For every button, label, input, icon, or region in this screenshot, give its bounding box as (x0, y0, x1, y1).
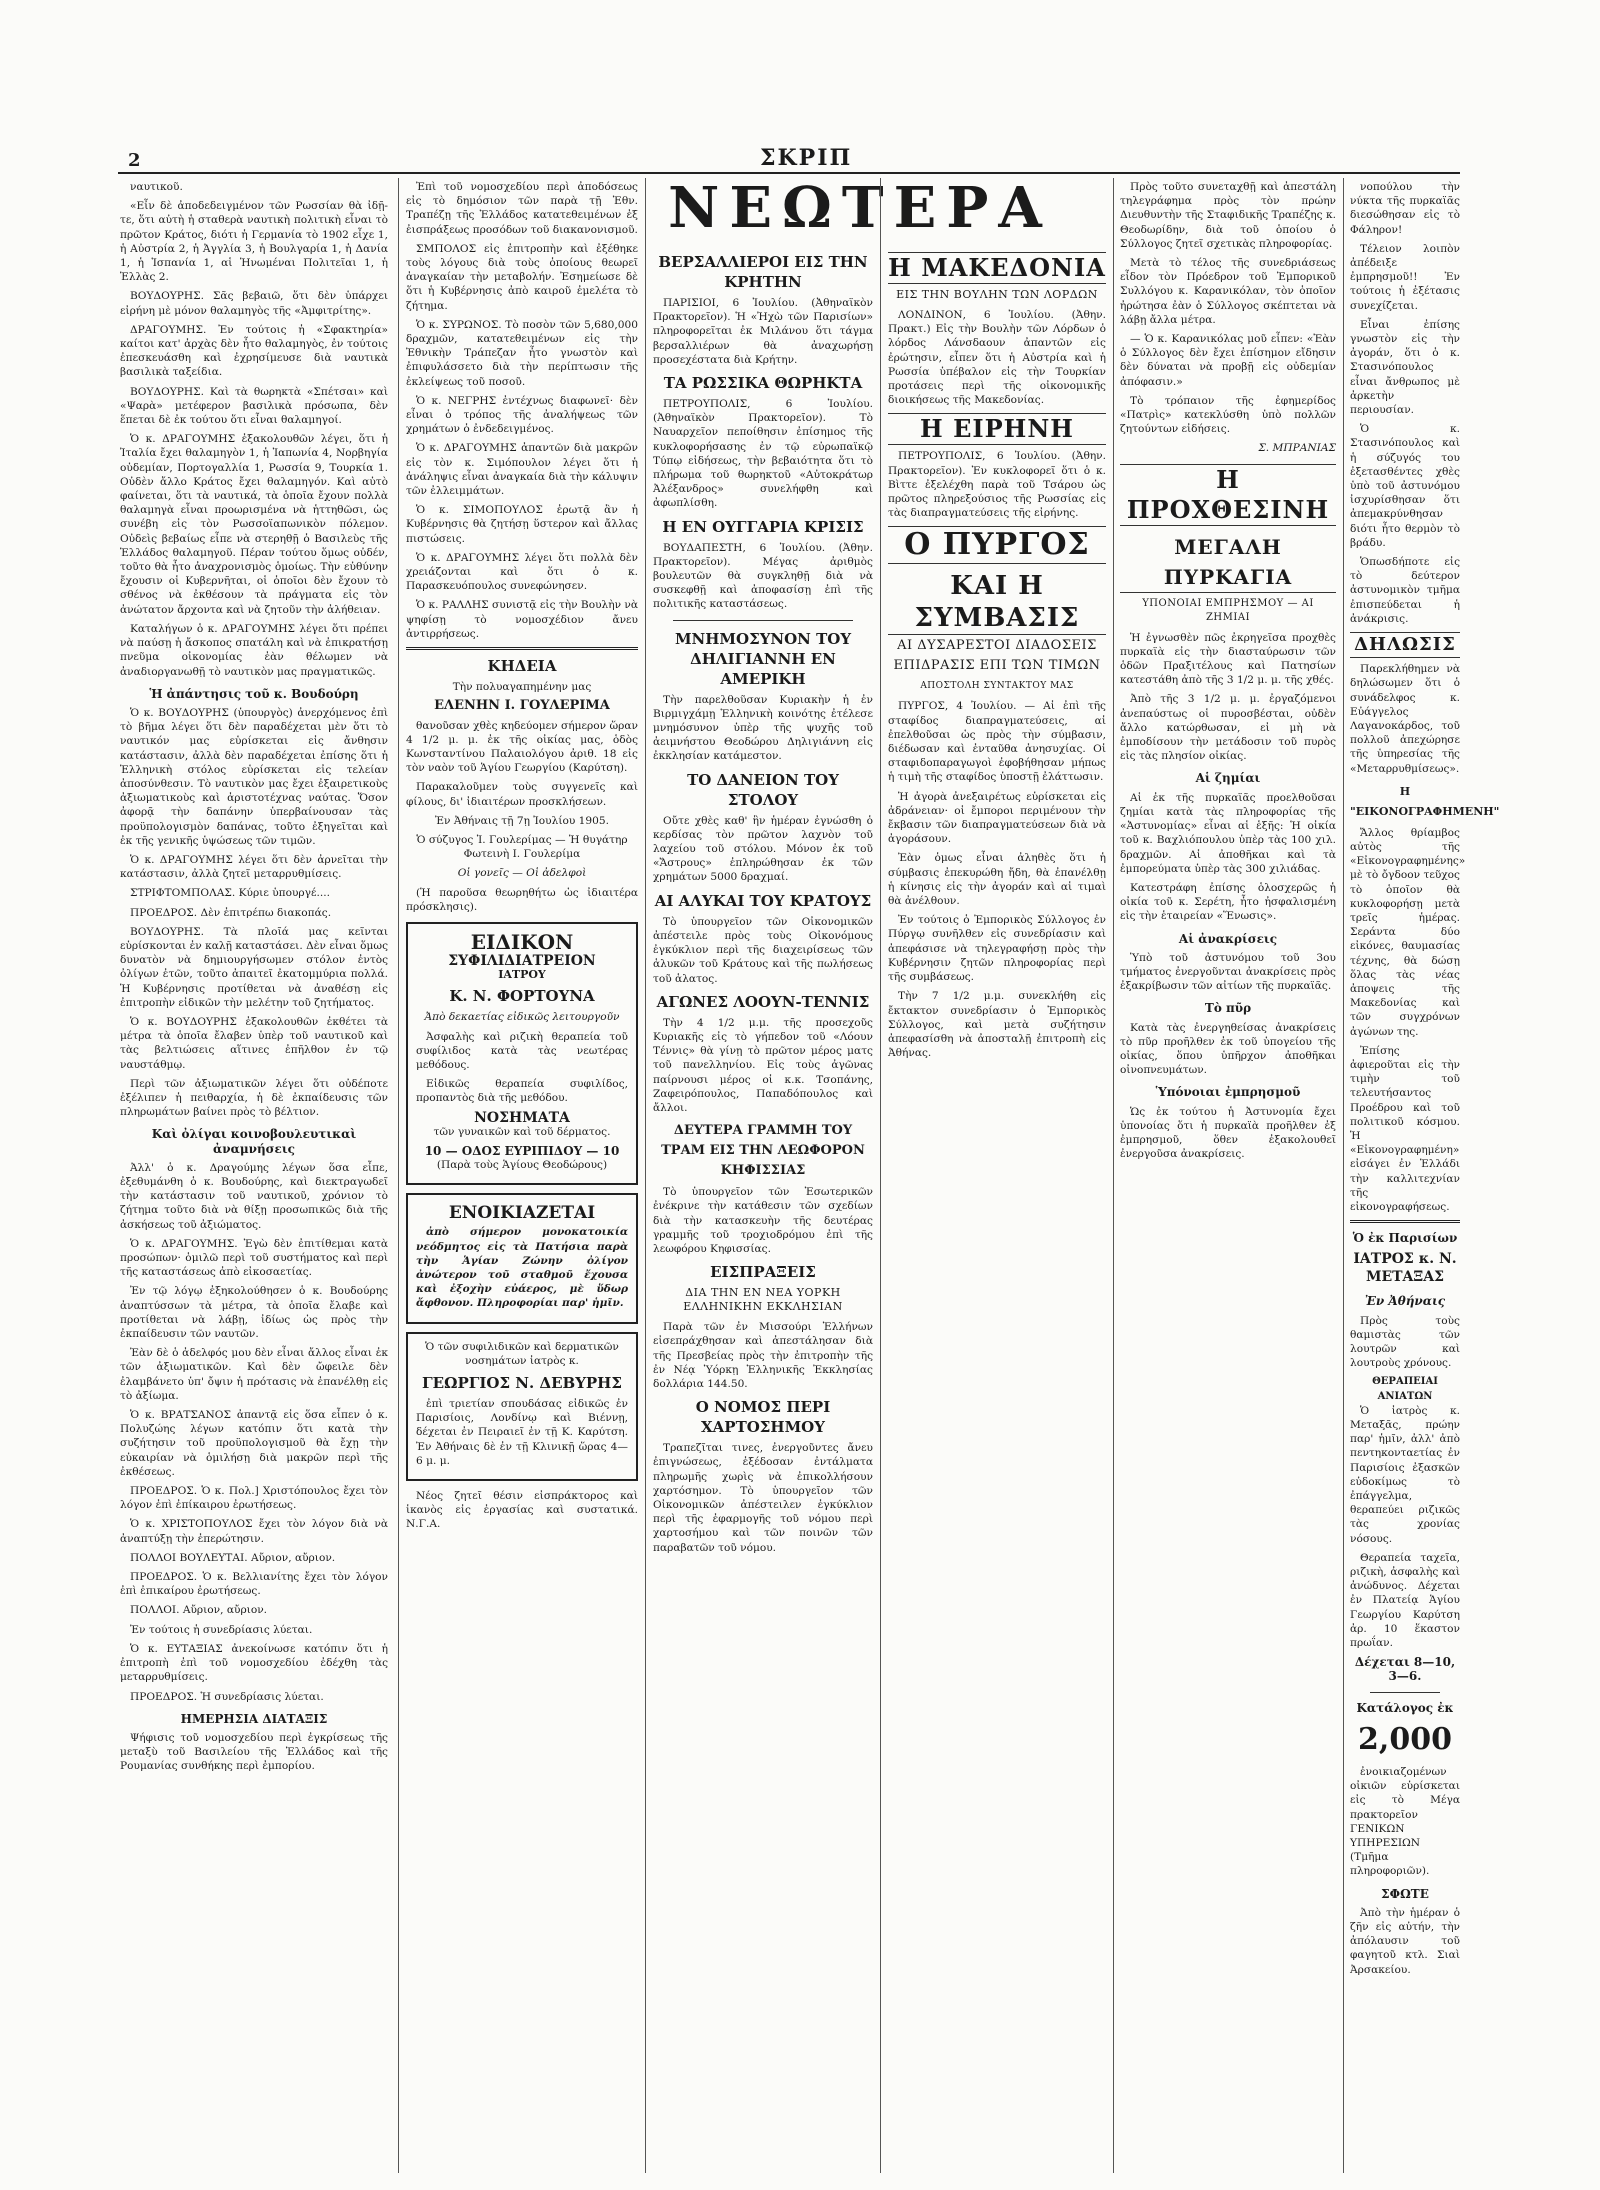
paragraph: Εἶναι ἐπίσης γνωστὸν εἰς τὴν ἀγοράν, ὅτι ὁ κ. Στασινόπουλος εἶναι ἄνθρωπος μὲ ἀρκετὴν περιουσίαν. (1350, 318, 1460, 417)
article-text: Ἀπὸ τῆς 3 1/2 μ. μ. ἐργαζόμενοι ἀνεπαύστως οἱ πυροσβέσται, οὐδὲν ἄλλο κατώρθωσαν, εἰ μὴ νὰ ἐμποδίσουν τὴν μετάδοσιν τοῦ πυρὸς εἰς τὰς πλησίον οἰκίας. (1120, 693, 1336, 763)
paragraph: Ὁ κ. ΒΟΥΔΟΥΡΗΣ (ὑπουργὸς) ἀνερχόμενος ἐπὶ τὸ βῆμα λέγει ὅτι δὲν παραδέχεται μὲν ὅτι τὸ ναυτικόν μας εὑρίσκεται εἰς ἄνθησιν κατάστασιν, ἀλλὰ δὲν παραδέχεται ἐπίσης ὅτι ἡ Ἑλληνικὴ στόλος εὑρίσκεται εἰς τελείαν ἀποσύνθεσιν. Τὸ ναυτικὸν μας ἔχει ἐξαιρετικοὺς ἀξιωματικοὺς καὶ ἀριστοτέχνας ναύτας. Ὅσον ἀφορᾷ τὴν δαπάνην ὑπερβαίνουσαν τὰς προϋπολογισμὸν δαπάνας, τοῦτο ἐξηγεῖται καὶ ἐκ τῆς γενικῆς ὑψώσεως τῶν τιμῶν. (120, 706, 388, 847)
article-heading: ΔΕΥΤΕΡΑ ΓΡΑΜΜΗ ΤΟΥ ΤΡΑΜ ΕΙΣ ΤΗΝ ΛΕΩΦΟΡΟΝ ΚΗΦΙΣΣΙΑΣ (661, 1123, 865, 1179)
ad-line: Θεραπεία ταχεῖα, ριζικὴ, ἀσφαλὴς καὶ ἀνώδυνος. Δέχεται ἐν Πλατείᾳ Ἁγίου Γεωργίου Καρύτση ἀρ. 10 ἕκαστον πρωΐαν. (1350, 1551, 1460, 1650)
paragraph: Ψήφισις τοῦ νομοσχεδίου περὶ ἐγκρίσεως τῆς μεταξὺ τοῦ Βασιλείου τῆς Ἑλλάδος καὶ τῆς Ρουμανίας συνθήκης περὶ ἐμπορίου. (120, 1731, 388, 1773)
article-heading: ΒΕΡΣΑΛΛΙΕΡΟΙ ΕΙΣ ΤΗΝ ΚΡΗΤΗΝ (658, 253, 868, 291)
article-text: Τὴν 7 1/2 μ.μ. συνεκλήθη εἰς ἔκτακτον συνεδρίασιν ὁ Ἐμπορικὸς Σύλλογος, καὶ μετὰ συζήτησιν ἀπεφασίσθη νὰ ἀποσταλῇ ἐπιτροπὴ εἰς Ἀθήνας. (888, 990, 1106, 1060)
paragraph: Ἐπὶ τοῦ νομοσχεδίου περὶ ἀποδόσεως εἰς τὸ δημόσιον τῶν παρὰ τῇ Ἐθν. Τραπέζῃ τῆς Ἑλλάδος κατατεθειμένων ἐξ ἐισπράξεως προσόδων τοῦ διακανονισμοῦ. (406, 181, 638, 236)
article-text: Ἐπίσης ἀφιεροῦται εἰς τὴν τιμὴν τοῦ τελευτήσαντος Προέδρου καὶ τοῦ πολιτικοῦ κόσμου. Ἡ «Εἰκονογραφημένη» εἰσάγει ἐν Ἑλλάδι τὴν καλλιτεχνίαν τῆς εἰκονογραφήσεως. (1350, 1044, 1460, 1213)
paragraph: Ἀλλ' ὁ κ. Δραγούμης λέγων ὅσα εἶπε, ἐξεθυμάνθη ὁ κ. Βουδούρης, καὶ διεκτραγωδεῖ τὴν κατάστασιν τοῦ ναυτικοῦ, χρόνιον τὸ ζήτημα τοῦτο διὰ νὰ θίξῃ προσωπικῶς διὰ τῆς ἀσκήσεως τοῦ ἀξιώματος. (120, 1161, 388, 1231)
ad-text: ἐπὶ τριετίαν σπουδάσας εἰδικῶς ἐν Παρισίοις, Λονδίνῳ καὶ Βιέννῃ, δέχεται ἐν Πειραιεῖ ἐν τῇ Κ. Καρύτση. Ἐν Ἀθήναις δὲ ἐν τῇ Κλινικῇ ὥρας 4—6 μ. μ. (416, 1398, 628, 1467)
paragraph: Περὶ τῶν ἀξιωματικῶν λέγει ὅτι οὐδέποτε ἐξέλιπεν ἡ πειθαρχία, ἡ δὲ ἐκπαίδευσις τῶν πληρωμάτων βαίνει πρὸς τὸ βέλτιον. (120, 1077, 388, 1119)
catalog-number: 2,000 (1358, 1721, 1452, 1757)
column-4 (888, 246, 1106, 2170)
paragraph: ΔΡΑΓΟΥΜΗΣ. Ἐν τούτοις ἡ «Σφακτηρία» καίτοι κατ' ἀρχὰς δὲν ἦτο θαλαμηγὸς, ἐν τούτοις ἐπεσκευάσθη καὶ ἐχρησίμευσε διὰ ναυτικὰ βασιλικὰ ταξείδια. (120, 323, 388, 379)
article-text: Ἐν τούτοις ὁ Ἐμπορικὸς Σύλλογος ἐν Πύργῳ συνῆλθεν εἰς συνεδρίασιν καὶ ἀπεφάσισε νὰ τηλεγραφήσῃ πρὸς τὴν Κυβέρνησιν ζητῶν πληροφορίας περὶ τῆς συμβάσεως. (888, 914, 1106, 984)
paragraph: Ὁ κ. ΔΡΑΓΟΥΜΗΣ λέγει ὅτι δὲν ἀρνεῖται τὴν κατάστασιν, ἀλλὰ ζητεῖ μεταρρυθμίσεις. (120, 853, 388, 881)
ad-intro: Ὁ τῶν συφιλιδικῶν καὶ δερματικῶν νοσημάτων ἰατρὸς κ. (425, 1340, 619, 1367)
article-heading: Η ΠΡΟΧΘΕΣΙΝΗ (1120, 464, 1336, 526)
paragraph: Ὁ κ. ΔΡΑΓΟΥΜΗΣ ἀπαντῶν διὰ μακρῶν εἰς τὸν κ. Σιμόπουλον λέγει ὅτι ἡ ἀνάληψις εἶναι ἀναγκαία διὰ τὴν κάλυψιν τῶν ἐλλειμμάτων. (406, 442, 638, 498)
paragraph: Τέλειον λοιπὸν ἀπέδειξε ἐμπρησμοῦ!! Ἐν τούτοις ἡ ἐξέτασις συνεχίζεται. (1350, 242, 1460, 312)
article-subheading: ΕΠΙΔΡΑΣΙΣ ΕΠΙ ΤΩΝ ΤΙΜΩΝ (893, 658, 1101, 674)
notice-text: Παρεκλήθημεν νὰ δηλώσωμεν ὅτι ὁ συνάδελφος κ. Εὐάγγελος Λαγανοκάρδος, τοῦ πολλοῦ ἀπεχώρησε τῆς ὑπηρεσίας τῆς «Μεταρρυθμίσεως». (1350, 663, 1460, 775)
paragraph: Ὁ κ. ΔΡΑΓΟΥΜΗΣ λέγει ὅτι πολλὰ δὲν χρειάζονται καὶ ὅτι ὁ κ. Παρασκευόπουλος συνεφώνησεν. (406, 551, 638, 593)
funeral-line: Παρακαλοῦμεν τοὺς συγγενεῖς καὶ φίλους, δι' ἰδιαιτέρων προσκλήσεων. (406, 781, 638, 808)
article-text: Ὡς ἐκ τούτου ἡ Ἀστυνομία ἔχει ὑπονοίας ὅτι ἡ πυρκαϊὰ προῆλθεν ἐξ ἐμπρησμοῦ, ὅθεν ἐξακολουθεῖ ἐνεργοῦσα ἀνακρίσεις. (1120, 1105, 1336, 1161)
ad-text: Ἀπὸ τὴν ἡμέραν ὁ ζῆν εἰς αὐτήν, τὴν ἀπόλαυσιν τοῦ φαγητοῦ κτλ. Σιαὶ Ἀρσακείου. (1350, 1906, 1460, 1976)
ad-small: ΙΑΤΡΟΥ (498, 968, 546, 982)
column-rule (398, 178, 399, 2173)
paragraph: ΠΟΛΛΟΙ. Αὔριον, αὔριον. (130, 1604, 268, 1617)
article-text: Τὸ ὑπουργεῖον τῶν Οἰκονομικῶν ἀπέστειλε πρὸς τοὺς Οἰκονόμους ἐγκύκλιον περὶ τῆς διαχειρίσεως τῶν ἁλυκῶν τοῦ Κράτους καὶ τῆς πωλήσεως τοῦ ἁλατος. (653, 915, 873, 985)
article-subheading: ΑΙ ΔΥΣΑΡΕΣΤΟΙ ΔΙΑΔΟΣΕΙΣ (897, 638, 1097, 654)
ad-doctor-name: ΙΑΤΡΟΣ κ. Ν. ΜΕΤΑΞΑΣ (1353, 1251, 1457, 1286)
article-heading: ΤΑ ΡΩΣΣΙΚΑ ΘΩΡΗΚΤΑ (663, 374, 863, 393)
column-5 (1120, 180, 1336, 2170)
funeral-signatories: Ὁ σύζυγος Ἰ. Γουλερίμας — Ἡ θυγάτηρ Φωτεινὴ Ι. Γουλερίμα (416, 833, 628, 861)
funeral-name: ΕΛΕΝΗΝ Ι. ΓΟΥΛΕΡΙΜΑ (434, 698, 610, 714)
article-heading: Η ΕΙΡΗΝΗ (888, 413, 1106, 445)
column-3 (653, 246, 873, 2170)
column-1 (120, 180, 388, 2170)
catalog-label: Κατάλογος ἐκ (1356, 1700, 1454, 1715)
paragraph: Ὁ κ. ΒΡΑΤΣΑΝΟΣ ἀπαντᾷ εἰς ὅσα εἶπεν ὁ κ. Πολυζώης λέγων κατόπιν ὅτι κατὰ τὴν συζήτησιν τοῦ προϋπολογισμοῦ θὰ ἔχῃ τὴν εὐκαιρίαν νὰ ὁμιλήσῃ διὰ μακρῶν περὶ τῆς ἐκθέσεως. (120, 1409, 388, 1478)
section-heading: Αἱ ἀνακρίσεις (1178, 931, 1278, 946)
article-text: ΠΑΡΙΣΙΟΙ, 6 Ἰουλίου. (Ἀθηναϊκὸν Πρακτορεῖον). Ἡ «Ἠχὼ τῶν Παρισίων» πληροφορεῖται ἐκ Μιλάνου ὅτι τάγμα βερσαλλιέρων θὰ ἀναχωρήσῃ προσεχέστατα διὰ Κρήτην. (653, 297, 873, 366)
ad-subtitle: ΣΥΦΙΛΙΔΙΑΤΡΕΙΟΝ (448, 952, 596, 969)
ad-line: τῶν γυναικῶν καὶ τοῦ δέρματος. (433, 1125, 611, 1138)
paragraph: Ἐὰν δὲ ὁ ἀδελφός μου δὲν εἶναι ἄλλος εἶναι ἐκ τῶν ἀξιωματικῶν. Καὶ δὲν ὤφειλε δὲν ἐλαμβάνετο ὑπ' ὄψιν ἡ πρότασις νὰ ἐπανέλθῃ εἰς τὸ ἀξίωμα. (120, 1347, 388, 1402)
column-2 (406, 180, 638, 2170)
paragraph: Ὁ κ. ΡΑΛΛΗΣ συνιστᾷ εἰς τὴν Βουλὴν νὰ ψηφίσῃ τὸ νομοσχέδιον ἄνευ ἀντιρρήσεως. (406, 599, 638, 640)
article-heading: Ο ΝΟΜΟΣ ΠΕΡΙ ΧΑΡΤΟΣΗΜΟΥ (695, 1398, 831, 1437)
divider (406, 647, 638, 650)
article-byline: ΑΠΟΣΤΟΛΗ ΣΥΝΤΑΚΤΟΥ ΜΑΣ (920, 681, 1074, 692)
paragraph: Ὁ κ. ΣΥΡΩΝΟΣ. Τὸ ποσὸν τῶν 5,680,000 δραχμῶν, κατατεθειμένων εἰς τὴν Ἐθνικὴν Τράπεζαν ἦτο γνωστὸν καὶ ἐπιφυλάσσετο διὰ τὴν περίπτωσιν τῆς ἐκλείψεως τοῦ ποσοῦ. (406, 318, 638, 388)
ad-address: 10 — ΟΔΟΣ ΕΥΡΙΠΙΔΟΥ — 10 (424, 1143, 620, 1158)
header-rule (118, 172, 1460, 174)
article-subheading: ΥΠΟΝΟΙΑΙ ΕΜΠΡΗΣΜΟΥ — ΑΙ ΖΗΜΙΑΙ (1142, 597, 1314, 623)
ad-line: Ἀσφαλὴς καὶ ριζικὴ θεραπεία τοῦ συφίλιδος κατὰ τὰς νεωτέρας μεθόδους. (416, 1030, 628, 1071)
ad-line: ΝΟΣΗΜΑΤΑ (474, 1109, 570, 1126)
paragraph: «Εἶν δὲ ἀποδεδειγμένον τῶν Ρωσσίαν θὰ ἰδῇ-τε, ὅτι αὐτὴ ἡ σταθερὰ ναυτικὴ πολιτικὴ εἶναι τὸ πρῶτον Κράτος, διότι ἡ Γερμανία τὸ 1902 εἶχε 1, ἡ Αὐστρία 2, ἡ Ἀγγλία 3, ἡ Βουλγαρία 1, ἡ Δανία 1, ἡ Ἱσπανία 1, αἱ Ἡνωμέναι Πολιτεῖαι 1, ἡ Ἑλλὰς 2. (120, 200, 388, 284)
ad-hours: Δέχεται 8—10, 3—6. (1354, 1655, 1456, 1684)
ad-line: Εἰδικῶς θεραπεία συφιλίδος, προπαντὸς διὰ τῆς μεθόδου. (416, 1078, 628, 1105)
page-header (0, 0, 1600, 171)
notice-heading: ΔΗΛΩΣΙΣ (1350, 632, 1460, 658)
funeral-line: θανοῦσαν χθὲς κηδεύομεν σήμερον ὥραν 4 1/2 μ. μ. ἐκ τῆς οἰκίας μας, ὁδὸς Κωνσταντίνου Παλαιολόγου ἀριθ. 18 εἰς τὸν ναὸν τοῦ Ἁγίου Γεωργίου (Καρύτση). (406, 719, 638, 775)
paragraph: ΒΟΥΔΟΥΡΗΣ. Καὶ τὰ θωρηκτὰ «Σπέτσαι» καὶ «Ψαρὰ» μετέφερον βασιλικὰ πρόσωπα, δὲν ἕπεται δὲ ἐκ τούτου ὅτι εἶναι θαλαμηγοί. (120, 385, 388, 427)
section-heading: Αἱ ζημίαι (1195, 771, 1261, 786)
section-heading: Τὸ πῦρ (1204, 1001, 1252, 1016)
paragraph: ΣΤΡΙΦΤΟΜΠΟΛΑΣ. Κύριε ὑπουργέ.... (130, 887, 330, 900)
column-rule (645, 178, 646, 2173)
paragraph: ΠΟΛΛΟΙ ΒΟΥΛΕΥΤΑΙ. Αὔριον, αὔριον. (130, 1551, 336, 1564)
column-rule (880, 178, 881, 2173)
ad-line: Ὁ ἰατρὸς κ. Μεταξᾶς, πρώην παρ' ἡμῖν, ἀλλ' ἀπὸ πεντηκονταετίας ἐν Παρισίοις ἐξασκῶν εὐδοκίμως τὸ ἐπάγγελμα, θεραπεύει ριζικῶς τὰς χρονίας νόσους. (1350, 1404, 1460, 1545)
paragraph: ΠΡΟΕΔΡΟΣ. Ὁ κ. Βελλιανίτης ἔχει τὸν λόγον ἐπὶ ἐπικαίρου ἐρωτήσεως. (120, 1571, 388, 1598)
paragraph: ΠΡΟΕΔΡΟΣ. Δὲν ἐπιτρέπω διακοπάς. (130, 906, 332, 919)
paragraph: ΒΟΥΔΟΥΡΗΣ. Σᾶς βεβαιῶ, ὅτι δὲν ὑπάρχει εἰρήνη μὲ μόνον θαλαμηγὸς τῆς «Ἀμφιτρίτης». (120, 290, 388, 317)
article-heading: ΕΙΣΠΡΑΞΕΙΣ (710, 1263, 816, 1282)
paragraph: Ὁ κ. Στασινόπουλος καὶ ἡ σύζυγός του ἐξετασθέντες χθὲς ὑπὸ τοῦ ἀστυνόμου ἰσχυρίσθησαν ὅτι ἀπεμακρύνθησαν διότι ἦτο θερμὸν τὸ βράδυ. (1350, 423, 1460, 549)
divider (1350, 1220, 1460, 1223)
ad-title: ΕΝΟΙΚΙΑΖΕΤΑΙ (448, 1203, 596, 1224)
masthead: ΣΚΡΙΠ (760, 145, 853, 171)
ad-doctor-devyris (406, 1332, 638, 1481)
article-text: Ἄλλος θρίαμβος αὐτὸς τῆς «Εἰκονογραφημένης» μὲ τὸ ὄγδοον τεῦχος τὸ ὁποῖον θὰ κυκλοφορήσῃ μετὰ τρεῖς ἡμέρας. Σεράντα δύο εἰκόνες, θαυμασίας τέχνης, θὰ δώσῃ ὅλας τὰς νέας ἀποψεις τῆς Μακεδονίας καὶ τῶν συγχρόνων ἀγώνων της. (1350, 826, 1466, 1038)
ad-text: ἀπὸ σήμερον μονοκατοικία νεόδμητος εἰς τὰ Πατήσια παρὰ τὴν Ἁγίαν Ζώνην ὀλίγον ἀνώτερον τοῦ σταθμοῦ ἔχουσα καὶ ἐξοχὴν εὐάερος, μὲ ὕδωρ ἄφθονον. Πληροφορίαι παρ' ἡμῖν. (416, 1226, 628, 1310)
article-text: ΠΕΤΡΟΥΠΟΛΙΣ, 6 Ἰουλίου. (Ἀθηναϊκὸν Πρακτορεῖον). Τὸ Ναυαρχεῖον πεποίθησιν ἐπίσημος τῆς κυκλοφορήσασης ἐν τῷ εὐρωπαϊκῷ Τύπῳ εἰδήσεως, τὴν βεβαιότητα ὅτι τὸ πλήρωμα τοῦ θωρηκτοῦ «Αὐτοκράτωρ Ἀλέξανδρος» συνελήφθη καὶ ἀφωπλίσθη. (653, 398, 873, 510)
paragraph: Ἐν τῷ λόγῳ ἐξηκολούθησεν ὁ κ. Βουδούρης ἀναπτύσσων τὰ μέτρα, τὰ ὁποῖα ἔλαβε καὶ προτίθεται νὰ λάβῃ, ἰδίως ὡς πρὸς τὴν ἐκπαίδευσιν τῶν ναυτῶν. (120, 1285, 388, 1341)
funeral-signatories: Οἱ γονεῖς — Οἱ ἀδελφοὶ (457, 867, 587, 880)
article-text: Τὴν 4 1/2 μ.μ. τῆς προσεχοῦς Κυριακῆς εἰς τὸ γήπεδον τοῦ «Λόουν Τέννις» θὰ γίνῃ τὸ πρῶτον μέρος ματς τοῦ πανελληνίου. Εἰς τοὺς ἀγῶνας παίρνουσι μέρος οἱ κ.κ. Τσοπάνης, Ζαφειρόπουλος, Παπαδόπουλος καὶ ἄλλοι. (653, 1016, 873, 1114)
funeral-note: (Ἡ παροῦσα θεωρηθήτω ὡς ἰδιαιτέρα πρόσκλησις). (406, 886, 638, 913)
paragraph: Ὁ κ. ΕΥΤΑΞΙΑΣ ἀνεκοίνωσε κατόπιν ὅτι ἡ ἐπιτροπὴ ἐπὶ τοῦ νομοσχεδίου ἐδέχθη τὰς μεταρρυθμίσεις. (120, 1642, 388, 1684)
article-heading: ΚΑΙ Η ΣΥΜΒΑΣΙΣ (888, 570, 1106, 635)
article-heading: ΜΝΗΜΟΣΥΝΟΝ ΤΟΥ ΔΗΛΙΓΙΑΝΝΗ ΕΝ ΑΜΕΡΙΚΗ (674, 629, 852, 688)
article-heading: Η ΕΝ ΟΥΓΓΑΡΙΑ ΚΡΙΣΙΣ (662, 517, 864, 536)
article-text: Κατεστράφη ἐπίσης ὁλοσχερῶς ἡ οἰκία τοῦ κ. Σερέτη, ἦτο ἠσφαλισμένη εἰς τὴν ἑταιρείαν «Ἕνωσις». (1120, 881, 1336, 923)
column-rule (1343, 178, 1344, 2173)
paragraph: Πρὸς τοῦτο συνεταχθῇ καὶ ἀπεστάλη τηλεγράφημα πρὸς τὸν πρώην Διευθυντὴν τῆς Σταφιδικῆς Τραπέζης κ. Θεοδωρίδην, διὰ τοῦ ὁποίου ὁ Σύλλογος ζητεῖ σχετικὰς πληροφορίας. (1120, 181, 1336, 250)
article-heading: Ο ΠΥΡΓΟΣ (888, 526, 1106, 564)
article-text: Ἡ ἐγνωσθὲν πῶς ἐκρηγεῖσα προχθὲς πυρκαϊὰ εἰς τὴν διασταύρωσιν τῶν ὁδῶν Πραξιτέλους καὶ Πατησίων κατεστάθη ἀπὸ τῆς 3 1/2 μ. μ. τῆς χθές. (1120, 631, 1336, 687)
ad-heading: ΣΦΩΤΕ (1381, 1886, 1429, 1901)
article-text: Τὸ ὑπουργεῖον τῶν Ἐσωτερικῶν ἐνέκρινε τὴν κατάθεσιν τῶν σχεδίων διὰ τὴν κατασκευὴν τῆς δευτέρας γραμμῆς τοῦ τροχιοδρόμου ἐπὶ τῆς λεωφόρου Κηφισσίας. (653, 1186, 873, 1255)
ad-city: Ἐν Ἀθήναις (1364, 1294, 1446, 1309)
paragraph: ΠΡΟΕΔΡΟΣ. Ὁ κ. Πολ.] Χριστόπουλος ἔχει τὸν λόγον ἐπὶ ἐπίκαιρου ἐρωτήσεως. (120, 1485, 388, 1512)
catalog-text: ἐνοικιαζομένων οἰκιῶν εὑρίσκεται εἰς τὸ Μέγα πρακτορεῖον ΓΕΝΙΚΩΝ ΥΠΗΡΕΣΙΩΝ (Τμῆμα πληροφοριῶν). (1350, 1765, 1460, 1878)
banner-neotera: ΝΕΩΤΕΡΑ (668, 175, 1052, 241)
divider (673, 620, 853, 621)
section-heading: Ὑπόνοιαι ἐμπρησμοῦ (1155, 1085, 1301, 1100)
paragraph: Καταλήγων ὁ κ. ΔΡΑΓΟΥΜΗΣ λέγει ὅτι πρέπει νὰ παύσῃ ἡ ἄσκοπος σπατάλη καὶ νὰ ἐπικρατήσῃ πνεῦμα οἰκονομίας ἐὰν θέλωμεν νὰ ἀναδιοργανωθῇ τὸ ναυτικὸν μας πραγματικῶς. (120, 622, 388, 678)
paragraph: Ὁ κ. ΝΕΓΡΗΣ ἐντέχνως διαφωνεῖ· δὲν εἶναι ὁ τρόπος τῆς ἀναλήψεως τῶν χρημάτων ὁ ἐνδεδειγμένος. (406, 394, 638, 436)
column-rule (1113, 178, 1114, 2173)
paragraph: Ἐν τούτοις ἡ συνεδρίασις λύεται. (130, 1623, 313, 1636)
section-heading: ΗΜΕΡΗΣΙΑ ΔΙΑΤΑΞΙΣ (180, 1711, 328, 1726)
ad-doctor-name: ΓΕΩΡΓΙΟΣ Ν. ΔΕΒΥΡΗΣ (422, 1374, 622, 1392)
ad-doctor-name: Κ. Ν. ΦΟΡΤΟΥΝΑ (449, 987, 595, 1006)
article-text: Κατὰ τὰς ἐνεργηθείσας ἀνακρίσεις τὸ πῦρ προῆλθεν ἐκ τοῦ ὑπογείου τῆς οἰκίας, ὅπου ὑπῆρχον ἀποθῆκαι οἰνοπνευμάτων. (1120, 1021, 1336, 1077)
article-text: Παρὰ τῶν ἐν Μισσούρι Ἑλλήνων εἰσεπράχθησαν καὶ ἀπεστάλησαν διὰ τῆς Πρεσβείας πρὸς τὴν ἐπιτροπὴν τῆς ἐν Νέᾳ Ὑόρκῃ Ἑλληνικῆς Ἐκκλησίας δολλάρια 144.50. (653, 1321, 873, 1390)
article-heading: Η ΜΑΚΕΔΟΝΙΑ (888, 253, 1106, 282)
article-text: ΒΟΥΔΑΠΕΣΤΗ, 6 Ἰουλίου. (Ἀθην. Πρακτορεῖον). Μέγας ἀριθμὸς βουλευτῶν θὰ συγκληθῇ διὰ νὰ συσκεφθῇ καὶ ἀποφασίσῃ ἐπὶ τῆς πολιτικῆς καταστάσεως. (653, 541, 873, 611)
article-text: Τραπεζῖται τινες, ἐνεργοῦντες ἄνευ ἐπιγνώσεως, ἐξέδοσαν ἐντάλματα πληρωμῆς χωρὶς νὰ ἐπικολλήσουν χαρτόσημον. Τὸ ὑπουργεῖον τῶν Οἰκονομικῶν ἀπέστειλεν ἐγκύκλιον περὶ τῆς ἐφαρμογῆς τοῦ νόμου περὶ χαρτοσήμου καὶ τῶν ποινῶν τῶν παραβατῶν τοῦ νόμου. (653, 1442, 873, 1554)
paragraph: Ὁ κ. ΣΙΜΟΠΟΥΛΟΣ ἐρωτᾷ ἂν ἡ Κυβέρνησις θὰ ζητήσῃ ὕστερον καὶ ἄλλας πιστώσεις. (406, 504, 638, 545)
paragraph: Μετὰ τὸ τέλος τῆς συνεδριάσεως εἶδον τὸν Πρόεδρον τοῦ Ἐμπορικοῦ Συλλόγου κ. Καρανικόλαν, τὸν ὁποῖον ἠρώτησα ἐὰν ὁ Σύλλογος σκέπτεται νὰ λάβῃ ἄλλα μέτρα. (1120, 257, 1336, 326)
paragraph: Ὁ κ. ΔΡΑΓΟΥΜΗΣ ἐξακολουθῶν λέγει, ὅτι ἡ Ἰταλία ἔχει θαλαμηγὸν 1, ἡ Ἰαπωνία 4, Νορβηγία οὐδεμίαν, Πορτογαλλία 1, Ρωσσία 9, Τουρκία 1. Οὐδὲν ἄλλο Κράτος ἔχει θαλαμηγόν. Καὶ αὐτὸ φαίνεται, ὅτι τὰ ναυτικά, τὰ ὁποῖα ἔχουν πολλὰ θαλαμηγὰ εἶναι προωρισμένα νὰ ἡττηθῶσι, ὡς συνέβη εἰς τὸν Ρωσσοϊαπωνικὸν πόλεμον. Οὐδεὶς βεβαίως εἶπε νὰ στερηθῇ ὁ Βασιλεὺς τῆς Ἑλλάδος θαλαμηγοῦ. Πέραν τούτου ὅμως οὐδέν, τοῦτο θὰ ἦτο ἀναχρονισμὸς ὁμοίως. Τὴν εὐθύνην ἔχουσιν οἱ Κυβερνῆται, οἱ ὁποῖοι δὲν ἔχουν τὸ σθένος νὰ ἐκθέσουν τὰ πράγματα εἰς τὸν ἀνώτατον ἄρχοντα καὶ νὰ ζητοῦν τὴν ἀλήθειαν. (120, 433, 388, 616)
classified-ad: Νέος ζητεῖ θέσιν εἰσπράκτορος καὶ ἱκανὸς εἰς ἐργασίας καὶ συστατικά. Ν.Γ.Α. (406, 1490, 638, 1531)
section-heading: Ἡ ἀπάντησις τοῦ κ. Βουδούρη (149, 686, 359, 701)
ad-syphilis-clinic (406, 922, 638, 1185)
ad-line: ΘΕΡΑΠΕΙΑΙ ΑΝΙΑΤΩΝ (1372, 1376, 1438, 1402)
column-6 (1350, 180, 1500, 2170)
paragraph: Ὁ κ. ΔΡΑΓΟΥΜΗΣ. Ἐγὼ δὲν ἐπιτίθεμαι κατὰ προσώπων· ὁμιλῶ περὶ τοῦ συστήματος καὶ περὶ τῆς καταστάσεως ἀπὸ εἰκοσαετίας. (120, 1237, 388, 1279)
paragraph: Τὸ τρόπαιον τῆς ἐφημερίδος «Πατρὶς» κατεκλύσθη ὑπὸ πολλῶν ζητούντων εἰδήσεις. (1120, 394, 1336, 436)
article-subheading: ΔΙΑ ΤΗΝ ΕΝ ΝΕΑ ΥΟΡΚΗ ΕΛΛΗΝΙΚΗΝ ΕΚΚΛΗΣΙΑΝ (683, 1286, 843, 1314)
article-text: Ἡ ἀγορὰ ἀνεξαιρέτως εὑρίσκεται εἰς ἀδράνειαν· οἱ ἔμποροι περιμένουν τὴν ἔκβασιν τῶν διαπραγματεύσεων διὰ νὰ ἀγοράσουν. (888, 790, 1106, 846)
paragraph: Ὁ κ. ΒΟΥΔΟΥΡΗΣ ἐξακολουθῶν ἐκθέτει τὰ μέτρα τὰ ὁποῖα ἔλαβεν ὑπὲρ τοῦ ναυτικοῦ καὶ τὰς βελτιώσεις αἵτινες ἐπῆλθον ἐν τῷ ναυστάθμῳ. (120, 1015, 388, 1071)
divider (1370, 1692, 1440, 1693)
article-text: Οὔτε χθὲς καθ' ἣν ἡμέραν ἐγνώσθη ὁ κερδίσας τὸν πρῶτον λαχνὸν τοῦ λαχείου τοῦ στόλου. Μόνον ἐκ τοῦ «Ἄστρους» ἐπληρώθησαν ἐκ τῶν χρημάτων 5000 δραχμαί. (653, 814, 873, 884)
ad-line: Ἀπὸ δεκαετίας εἰδικῶς λειτουργοῦν (424, 1011, 620, 1024)
article-heading: ΜΕΓΑΛΗ ΠΥΡΚΑΓΙΑ (1120, 532, 1336, 593)
article-text: ΠΕΤΡΟΥΠΟΛΙΣ, 6 Ἰουλίου. (Ἀθην. Πρακτορεῖον). Ἐν κυκλοφορεῖ ὅτι ὁ κ. Βὶττε ἐξελέχθη παρὰ τοῦ Τσάρου ὡς πρῶτος πληρεξούσιος τῆς Ρωσσίας εἰς τὰς διαπραγματεύσεις τῆς εἰρήνης. (888, 450, 1106, 520)
ad-line: Πρὸς τοὺς θαμιστὰς τῶν λουτρῶν καὶ λουτροὺς χρόνους. (1350, 1314, 1460, 1370)
article-heading: ΑΙ ΑΛΥΚΑΙ ΤΟΥ ΚΡΑΤΟΥΣ (654, 891, 872, 910)
article-text: Ὑπὸ τοῦ ἀστυνόμου τοῦ 3ου τμήματος ἐνεργοῦνται ἀνακρίσεις πρὸς ἐξακρίβωσιν τῶν αἰτίων τῆς πυρκαϊᾶς. (1120, 951, 1336, 993)
paragraph: Ὁπωσδήποτε εἰς τὸ δεύτερον ἀστυνομικὸν τμῆμα ἐπισπεύδεται ἡ ἀνάκρισις. (1350, 556, 1460, 625)
funeral-heading: ΚΗΔΕΙΑ (487, 657, 557, 676)
funeral-line: Τὴν πολυαγαπημένην μας (452, 681, 592, 694)
article-text: Ἐὰν ὁμως εἶναι ἀληθὲς ὅτι ἡ σύμβασις ἐπεκυρώθη ἤδη, θὰ ἐπανέλθῃ ἡ κίνησις εἰς τὴν ἀγοράν καὶ αἱ τιμαὶ θὰ ἀνέλθουν. (888, 852, 1106, 908)
ad-for-rent (406, 1193, 638, 1323)
paragraph: νοπούλου τὴν νύκτα τῆς πυρκαϊᾶς διεσώθησαν εἰς τὸ Φάληρον! (1350, 181, 1460, 236)
article-text: Τὴν παρελθοῦσαν Κυριακὴν ἡ ἐν Βιρμιγχάμῃ Ἑλληνικὴ κοινότης ἐτέλεσε μνημόσυνον ὑπὲρ τῆς ψυχῆς τοῦ ἀειμνήστου Θεοδώρου Δηλιγιάννη εἰς ἐκκλησίαν κατάμεστον. (653, 693, 873, 763)
paragraph: Ὁ κ. ΧΡΙΣΤΟΠΟΥΛΟΣ ἔχει τὸν λόγον διὰ νὰ ἀναπτύξῃ τὴν ἐπερώτησιν. (120, 1518, 388, 1545)
funeral-date: Ἐν Ἀθήναις τῇ 7ῃ Ἰουλίου 1905. (434, 814, 610, 827)
article-text: ΛΟΝΔΙΝΟΝ, 6 Ἰουλίου. (Ἀθην. Πρακτ.) Εἰς τὴν Βουλὴν τῶν Λόρδων ὁ λόρδος Λάνσδαουν ἀπαντῶν εἰς ἐρώτησιν, εἶπεν ὅτι ἡ Αὐστρία καὶ ἡ Ρωσσία ὑπέβαλον εἰς τὴν Τουρκίαν προτάσεις περὶ τῆς οἰκονομικῆς διοικήσεως τῆς Μακεδονίας. (888, 309, 1106, 407)
article-text: Αἱ ἐκ τῆς πυρκαϊᾶς προελθοῦσαι ζημίαι κατὰ τὰς πληροφορίας τῆς «Ἀστυνομίας» εἶναι αἱ ἑξῆς: Ἡ οἰκία τοῦ κ. Βαχλιόπουλου ὑπὲρ τὰς 100 χιλ. δραχμῶν. Αἱ ἀποθῆκαι καὶ τὰ ἐμπορεύματα ὑπὲρ τὰς 300 χιλιάδας. (1120, 791, 1336, 875)
ad-intro: Ὁ ἐκ Παρισίων (1352, 1231, 1458, 1246)
article-heading: ΑΓΩΝΕΣ ΛΟΟΥΝ-ΤΕΝΝΙΣ (656, 992, 870, 1011)
paragraph: ΠΡΟΕΔΡΟΣ. Ἡ συνεδρίασις λύεται. (130, 1690, 324, 1703)
article-text: ΠΥΡΓΟΣ, 4 Ἰουλίου. — Αἱ ἐπὶ τῆς σταφίδος διαπραγματεύσεις, αἱ ἐπελθοῦσαι ὡς πρὸς τὴν σύμβασιν, διέδωσαν καὶ ἐνταῦθα ἀνησυχίας. Οἱ σταφιδοπαραγωγοὶ ἐφοβήθησαν μήπως ἡ τιμὴ τῆς σταφίδος ὑποστῇ ἐλάττωσιν. (888, 700, 1106, 784)
section-heading: Καὶ ὀλίγαι κοινοβουλευτικαὶ ἀναμνήσεις (151, 1127, 357, 1156)
paragraph: ΒΟΥΔΟΥΡΗΣ. Τὰ πλοῖά μας κεῖνται εὑρίσκονται ἐν καλῇ καταστάσει. Δὲν εἶναι ὅμως δυνατὸν νὰ δημιουργήσωμεν στόλον ἐντὸς ὀλίγων ἐτῶν, τοῦτο ἀπαιτεῖ ἐκατομμύρια πολλά. Ἡ Κυβέρνησις προτίθεται νὰ ἀναθέσῃ εἰς ἐπιτροπὴν εἰδικῶν τὴν μελέτην τοῦ ζητήματος. (120, 925, 388, 1009)
ad-line: (Παρὰ τοὺς Ἁγίους Θεοδώρους) (436, 1159, 608, 1172)
article-subheading: ΕΙΣ ΤΗΝ ΒΟΥΛΗΝ ΤΩΝ ΛΟΡΔΩΝ (896, 288, 1098, 301)
signature: Σ. ΜΠΡΑΝΙΑΣ (1258, 442, 1336, 455)
paragraph: ναυτικοῦ. (130, 181, 183, 193)
article-heading: Η "ΕΙΚΟΝΟΓΡΑΦΗΜΕΝΗ" (1350, 784, 1500, 818)
paragraph: ΣΜΠΟΛΟΣ εἰς ἐπιτροπὴν καὶ ἐξέθηκε τοὺς λόγους διὰ τοὺς ὁποίους θεωρεῖ ἀναγκαίαν τὴν μεταβολήν. Ἐσημείωσε δὲ ὅτι ἡ Κυβέρνησις ἀπὸ καιροῦ ἐμελέτα τὸ ζήτημα. (406, 242, 638, 312)
paragraph: — Ὁ κ. Καρανικόλας μοῦ εἶπεν: «Ἐὰν ὁ Σύλλογος δὲν ἔχει ἐπίσημον εἴδησιν δὲν δύναται νὰ προβῇ εἰς οὐδεμίαν ἀπόφασιν.» (1120, 333, 1336, 388)
ad-title: ΕΙΔΙΚΟΝ (470, 929, 574, 954)
article-heading: ΤΟ ΔΑΝΕΙΟΝ ΤΟΥ ΣΤΟΛΟΥ (687, 770, 839, 809)
page-number: 2 (128, 150, 141, 171)
